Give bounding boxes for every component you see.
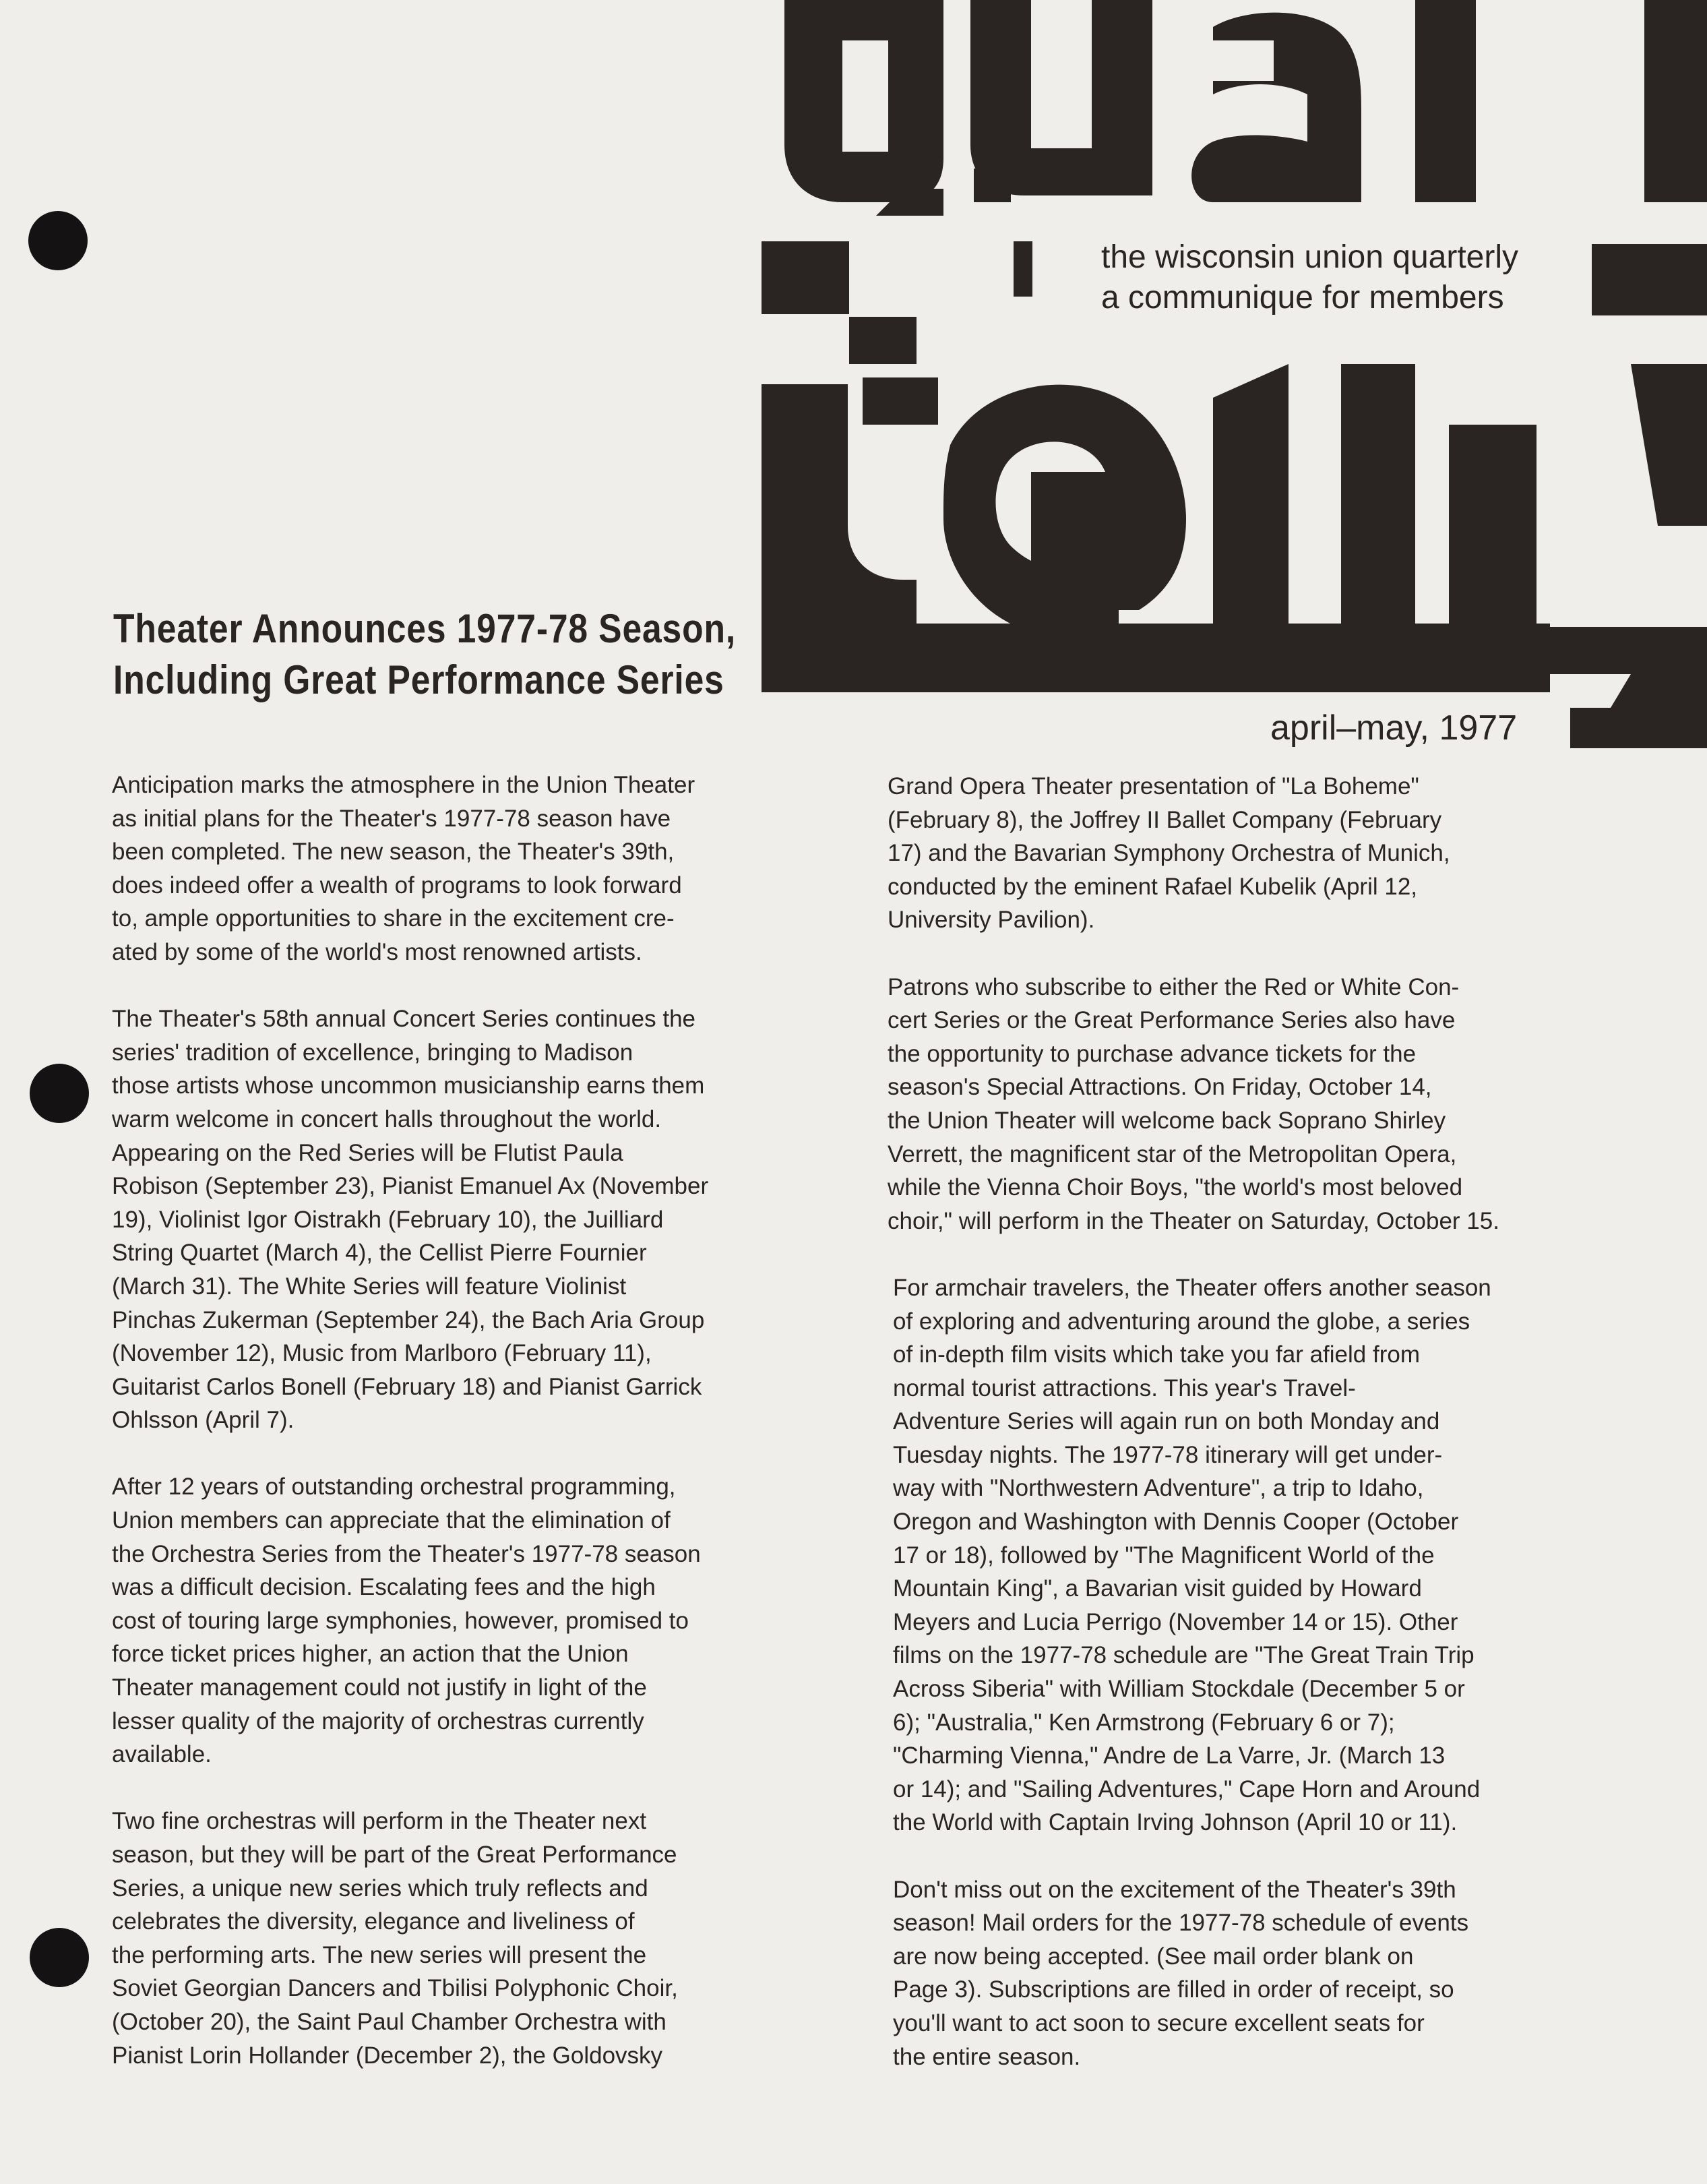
text-line: (February 8), the Joffrey II Ballet Company (February xyxy=(888,806,1442,833)
article-column-right xyxy=(888,770,1636,2107)
text-line: conducted by the eminent Rafael Kubelik (April 12, xyxy=(888,873,1418,900)
text-line: of in-depth film visits which take you far afield from xyxy=(893,1341,1420,1368)
article-headline xyxy=(113,603,736,706)
text-line: Series, a unique new series which truly reflects and xyxy=(112,1875,648,1902)
tagline-line-1: the wisconsin union quarterly xyxy=(1101,239,1519,275)
text-line: Anticipation marks the atmosphere in the Union Theater xyxy=(112,772,695,798)
text-line: choir," will perform in the Theater on Saturday, October 15. xyxy=(888,1207,1499,1234)
headline-line-1: Theater Announces 1977-78 Season, xyxy=(113,606,737,651)
text-line: Pinchas Zukerman (September 24), the Bach Aria Group xyxy=(112,1306,705,1333)
text-line: normal tourist attractions. This year's Travel- xyxy=(893,1374,1356,1401)
masthead-tagline xyxy=(1101,237,1518,318)
quarterly-logo-graphic xyxy=(741,0,1707,755)
paragraph xyxy=(112,1002,826,1437)
text-line: Patrons who subscribe to either the Red or White Con- xyxy=(888,973,1460,1000)
text-line: season, but they will be part of the Great Performance xyxy=(112,1842,677,1868)
article-column-left xyxy=(112,768,826,2106)
text-line: Grand Opera Theater presentation of "La Boheme" xyxy=(888,773,1419,799)
text-line: cost of touring large symphonies, however, promised to xyxy=(112,1607,689,1634)
text-line: force ticket prices higher, an action that the Union xyxy=(112,1641,629,1668)
text-line: series' tradition of excellence, bringing to Madison xyxy=(112,1039,633,1066)
text-line: the performing arts. The new series will present the xyxy=(112,1941,647,1968)
masthead-logo xyxy=(741,0,1707,755)
text-line: lesser quality of the majority of orchestras currently xyxy=(112,1707,644,1734)
text-line: Robison (September 23), Pianist Emanuel Ax (November xyxy=(112,1173,709,1200)
text-line: films on the 1977-78 schedule are "The Great Train Trip xyxy=(893,1642,1475,1669)
text-line: 6); "Australia," Ken Armstrong (February 6 or 7); xyxy=(893,1709,1395,1736)
text-line: Theater management could not justify in light of the xyxy=(112,1674,647,1701)
text-line: Verrett, the magnificent star of the Metropolitan Opera, xyxy=(888,1141,1457,1167)
text-line: way with "Northwestern Adventure", a trip to Idaho, xyxy=(893,1475,1424,1502)
text-line: Guitarist Carlos Bonell (February 18) and Pianist Garrick xyxy=(112,1373,702,1400)
text-line: Oregon and Washington with Dennis Cooper (October xyxy=(893,1509,1459,1536)
text-line: "Charming Vienna," Andre de La Varre, Jr. (March 13 xyxy=(893,1742,1446,1769)
text-line: (October 20), the Saint Paul Chamber Orchestra with xyxy=(112,2008,666,2035)
text-line: Page 3). Subscriptions are filled in order of receipt, so xyxy=(893,1976,1454,2003)
text-line: Appearing on the Red Series will be Flutist Paula xyxy=(112,1139,623,1166)
text-line: (November 12), Music from Marlboro (February 11), xyxy=(112,1340,652,1367)
text-line: of exploring and adventuring around the globe, a series xyxy=(893,1308,1470,1335)
text-line: The Theater's 58th annual Concert Series continues the xyxy=(112,1006,696,1033)
text-line: ated by some of the world's most renowned artists. xyxy=(112,938,642,965)
text-line: available. xyxy=(112,1741,212,1768)
text-line: you'll want to act soon to secure excellent seats for xyxy=(893,2009,1425,2036)
text-line: String Quartet (March 4), the Cellist Pierre Fournier xyxy=(112,1240,647,1267)
text-line: been completed. The new season, the Theater's 39th, xyxy=(112,839,675,866)
text-line: Tuesday nights. The 1977-78 itinerary will get under- xyxy=(893,1441,1443,1468)
text-line: Union members can appreciate that the elimination of xyxy=(112,1507,671,1534)
text-line: to, ample opportunities to share in the excitement cre- xyxy=(112,905,675,932)
text-line: Ohlsson (April 7). xyxy=(112,1407,294,1434)
text-line: cert Series or the Great Performance Series also have xyxy=(888,1007,1456,1034)
text-line: 17) and the Bavarian Symphony Orchestra of Munich, xyxy=(888,840,1450,867)
text-line: Mountain King", a Bavarian visit guided by Howard xyxy=(893,1575,1422,1602)
text-line: Soviet Georgian Dancers and Tbilisi Polyphonic Choir, xyxy=(112,1975,678,2002)
text-line: the entire season. xyxy=(893,2043,1081,2070)
punch-hole-top xyxy=(28,211,88,270)
text-line: Meyers and Lucia Perrigo (November 14 or 15). Other xyxy=(893,1608,1458,1635)
tagline-line-2: a communique for members xyxy=(1101,280,1504,315)
text-line: the opportunity to purchase advance tickets for the xyxy=(888,1040,1417,1067)
text-line: season's Special Attractions. On Friday, October 14, xyxy=(888,1074,1432,1101)
paragraph xyxy=(112,1804,826,2072)
text-line: the Union Theater will welcome back Soprano Shirley xyxy=(888,1107,1446,1134)
text-line: as initial plans for the Theater's 1977-78 season have xyxy=(112,805,671,832)
text-line: while the Vienna Choir Boys, "the world's most beloved xyxy=(888,1174,1463,1201)
text-line: University Pavilion). xyxy=(888,907,1095,934)
text-line: the Orchestra Series from the Theater's 1977-78 season xyxy=(112,1540,701,1567)
issue-date: april–may, 1977 xyxy=(1270,708,1518,748)
text-line: was a difficult decision. Escalating fees and the high xyxy=(112,1574,656,1601)
paragraph xyxy=(888,770,1636,937)
text-line: the World with Captain Irving Johnson (April 10 or 11). xyxy=(893,1809,1458,1836)
paragraph xyxy=(893,1271,1636,1840)
text-line: Don't miss out on the excitement of the Theater's 39th xyxy=(893,1876,1456,1903)
text-line: For armchair travelers, the Theater offers another season xyxy=(893,1274,1491,1301)
text-line: celebrates the diversity, elegance and liveliness of xyxy=(112,1908,635,1935)
text-line: Pianist Lorin Hollander (December 2), the Goldovsky xyxy=(112,2042,663,2069)
text-line: After 12 years of outstanding orchestral programming, xyxy=(112,1474,676,1500)
text-line: Two fine orchestras will perform in the Theater next xyxy=(112,1808,647,1835)
text-line: does indeed offer a wealth of programs to look forward xyxy=(112,872,682,899)
paragraph xyxy=(893,1873,1636,2074)
text-line: Across Siberia" with William Stockdale (December 5 or xyxy=(893,1676,1465,1703)
text-line: are now being accepted. (See mail order blank on xyxy=(893,1943,1414,1970)
text-line: 19), Violinist Igor Oistrakh (February 10), the Juilliard xyxy=(112,1206,664,1233)
text-line: (March 31). The White Series will feature Violinist xyxy=(112,1273,627,1300)
text-line: Adventure Series will again run on both Monday and xyxy=(893,1408,1440,1435)
paragraph xyxy=(888,971,1636,1238)
punch-hole-middle xyxy=(30,1064,89,1123)
paragraph xyxy=(112,768,826,969)
text-line: 17 or 18), followed by "The Magnificent World of the xyxy=(893,1542,1435,1569)
headline-line-2: Including Great Performance Series xyxy=(113,657,724,702)
punch-hole-bottom xyxy=(30,1928,89,1987)
text-line: those artists whose uncommon musicianship earns them xyxy=(112,1072,705,1099)
text-line: season! Mail orders for the 1977-78 schedule of events xyxy=(893,1910,1469,1937)
text-line: or 14); and "Sailing Adventures," Cape Horn and Around xyxy=(893,1776,1481,1802)
text-line: warm welcome in concert halls throughout the world. xyxy=(112,1105,662,1132)
paragraph xyxy=(112,1470,826,1771)
